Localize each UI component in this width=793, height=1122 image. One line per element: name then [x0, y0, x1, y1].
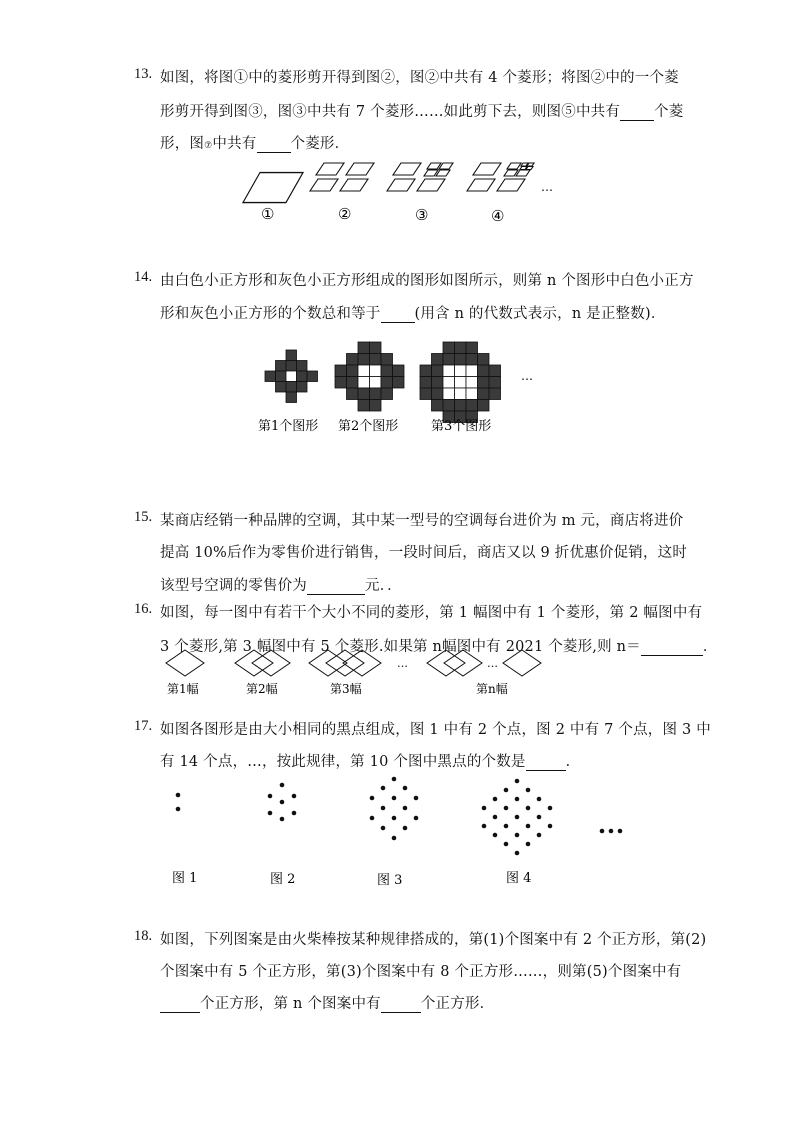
gray-square: [286, 392, 297, 403]
black-dot: [493, 797, 498, 802]
gray-square: [393, 377, 405, 389]
answer-blank[interactable]: [307, 579, 365, 595]
black-dot: [280, 817, 285, 822]
ellipsis: …: [487, 657, 498, 670]
gray-square: [420, 365, 432, 377]
black-dot: [292, 811, 297, 816]
question-text-line: 形剪开得到图③，图③中共有 7 个菱形……如此剪下去，则图⑤中共有 个菱: [160, 104, 684, 120]
black-dot: [600, 829, 605, 834]
gray-square: [347, 354, 359, 366]
black-dot: [176, 807, 181, 812]
answer-blank[interactable]: [381, 997, 421, 1013]
answer-blank[interactable]: [641, 640, 703, 656]
answer-blank[interactable]: [257, 137, 291, 153]
black-dot: [392, 777, 397, 782]
gray-square: [432, 377, 444, 389]
black-dot: [493, 833, 498, 838]
gray-square: [478, 388, 490, 400]
question-text-line: 该型号空调的零售价为 元．．: [160, 578, 402, 594]
black-dot: [280, 800, 285, 805]
white-square: [455, 388, 467, 400]
black-dot: [504, 806, 509, 811]
question-text-line: 由白色小正方形和灰色小正方形组成的图形如图所示，则第 n 个图形中白色小正方: [160, 273, 694, 289]
black-dot: [504, 788, 509, 793]
question-number: 17.: [134, 718, 153, 734]
black-dot: [392, 796, 397, 801]
black-dot: [526, 788, 531, 793]
question-text-line: 提高 10%后作为零售价进行销售，一段时间后，商店又以 9 折优惠价促销，这时: [160, 545, 688, 561]
answer-blank[interactable]: [160, 997, 200, 1013]
black-dot: [292, 794, 297, 799]
figure-caption: 图 2: [270, 872, 296, 887]
white-square: [370, 365, 382, 377]
gray-square: [489, 365, 501, 377]
gray-square: [370, 354, 382, 366]
gray-square: [297, 371, 308, 382]
black-dot: [482, 806, 487, 811]
question-number: 14.: [134, 269, 153, 285]
gray-square: [276, 382, 287, 393]
gray-square: [381, 388, 393, 400]
gray-square: [443, 354, 455, 366]
white-square: [466, 377, 478, 389]
black-dot: [403, 786, 408, 791]
question-text-line: 形和灰色小正方形的个数总和等于 (用含 n 的代数式表示，n 是正整数)．: [160, 306, 666, 322]
figure-caption: 第1个图形: [258, 419, 319, 434]
black-dot: [537, 833, 542, 838]
gray-square: [381, 377, 393, 389]
gray-square: [381, 365, 393, 377]
black-dot: [370, 816, 375, 821]
gray-square: [489, 388, 501, 400]
question-text-line: 如图各图形是由大小相同的黑点组成，图 1 中有 2 个点，图 2 中有 7 个点，图 3 中: [160, 722, 711, 738]
answer-blank[interactable]: [381, 307, 415, 323]
gray-square: [478, 400, 490, 412]
black-dot: [482, 824, 487, 829]
question-text-line: 个正方形，第 n 个图案中有 个正方形．: [160, 992, 494, 1013]
figure-caption: 图 1: [172, 871, 198, 886]
black-dot: [268, 794, 273, 799]
black-dot: [414, 816, 419, 821]
figure-caption: 第1幅: [167, 682, 199, 696]
figure-caption: 第3幅: [330, 682, 362, 696]
black-dot: [504, 824, 509, 829]
rhombus-sequence-figure: [160, 645, 550, 700]
gray-square: [432, 365, 444, 377]
black-dot: [515, 833, 520, 838]
gray-square: [347, 365, 359, 377]
black-dot: [381, 806, 386, 811]
figure-label: ②: [338, 205, 352, 223]
black-dot: [392, 816, 397, 821]
black-dot: [515, 797, 520, 802]
gray-square: [489, 377, 501, 389]
black-dot: [493, 815, 498, 820]
gray-square: [265, 371, 276, 382]
black-dot: [537, 797, 542, 802]
black-dot: [280, 783, 285, 788]
gray-square: [286, 361, 297, 372]
ellipsis: …: [397, 657, 408, 670]
gray-square: [381, 354, 393, 366]
gray-square: [307, 371, 318, 382]
gray-square: [370, 388, 382, 400]
black-dot: [504, 842, 509, 847]
figure-caption: 图 3: [377, 873, 403, 888]
rhombus-cut-figure: [235, 155, 565, 235]
black-dot: [370, 796, 375, 801]
gray-square: [358, 400, 370, 412]
gray-square: [466, 342, 478, 354]
figure-caption: 第n幅: [476, 682, 508, 696]
black-dot: [526, 842, 531, 847]
gray-square: [443, 400, 455, 412]
gray-square: [432, 354, 444, 366]
white-square: [358, 365, 370, 377]
black-dot: [515, 851, 520, 856]
gray-square: [335, 377, 347, 389]
white-square: [370, 377, 382, 389]
black-dot: [609, 829, 614, 834]
gray-square: [297, 382, 308, 393]
question-text-line: 3 个菱形,第 3 幅图中有 5 个菱形.如果第 n幅图中有 2021 个菱形,则 n＝ ．: [160, 639, 718, 655]
gray-square: [478, 377, 490, 389]
black-dot: [537, 815, 542, 820]
white-square: [466, 388, 478, 400]
gray-square: [466, 400, 478, 412]
black-dot: [392, 836, 397, 841]
question-number: 16.: [134, 601, 153, 617]
gray-square: [432, 388, 444, 400]
answer-blank[interactable]: [620, 105, 654, 121]
black-dot: [381, 826, 386, 831]
black-dot: [526, 806, 531, 811]
white-square: [455, 377, 467, 389]
gray-square: [478, 365, 490, 377]
figure-caption: 第2幅: [246, 682, 278, 696]
black-dot: [548, 824, 553, 829]
black-dot: [403, 826, 408, 831]
question-text-line: 如图，将图①中的菱形剪开得到图②，图②中共有 4 个菱形；将图②中的一个菱: [160, 70, 679, 86]
gray-square: [455, 400, 467, 412]
question-number: 18.: [134, 928, 153, 944]
white-square: [358, 377, 370, 389]
white-square: [455, 365, 467, 377]
figure-label: ③: [415, 206, 429, 224]
answer-blank[interactable]: [526, 755, 566, 771]
gray-square: [443, 342, 455, 354]
figure-label: ①: [261, 205, 275, 223]
black-dot: [515, 815, 520, 820]
question-text-line: 形，图⑦中共有 个菱形．: [160, 136, 350, 152]
white-square: [466, 365, 478, 377]
figure-caption: 第3个图形: [431, 419, 492, 434]
gray-square: [420, 388, 432, 400]
gray-square: [370, 342, 382, 354]
white-square: [443, 365, 455, 377]
gray-square: [347, 377, 359, 389]
gray-square: [358, 342, 370, 354]
gray-square: [358, 388, 370, 400]
gray-square: [432, 400, 444, 412]
question-number: 13.: [134, 66, 153, 82]
gray-square: [347, 388, 359, 400]
gray-square: [335, 365, 347, 377]
ellipsis: …: [521, 369, 533, 383]
white-square: [443, 377, 455, 389]
figure-caption: 第2个图形: [338, 419, 399, 434]
figure-caption: 图 4: [506, 871, 532, 886]
gray-square: [455, 342, 467, 354]
white-square: [443, 388, 455, 400]
black-dot: [176, 793, 181, 798]
gray-square: [358, 354, 370, 366]
gray-square: [420, 377, 432, 389]
question-text-line: 个图案中有 5 个正方形，第(3)个图案中有 8 个正方形……，则第(5)个图案中有: [160, 964, 682, 980]
black-dot: [414, 796, 419, 801]
gray-square: [297, 361, 308, 372]
gray-square: [370, 400, 382, 412]
square-pattern-figure: [255, 340, 545, 440]
black-dot: [548, 806, 553, 811]
black-dot: [618, 829, 623, 834]
question-text-line: 如图，下列图案是由火柴棒按某种规律搭成的，第(1)个图案中有 2 个正方形，第(2): [160, 932, 707, 948]
question-text-line: 某商店经销一种品牌的空调，其中某一型号的空调每台进价为 m 元，商店将进价: [160, 513, 684, 529]
white-square: [286, 371, 297, 382]
black-dot: [381, 786, 386, 791]
ellipsis: …: [541, 180, 553, 194]
question-text-line: 如图，每一图中有若干个大小不同的菱形，第 1 幅图中有 1 个菱形，第 2 幅图中有: [160, 605, 703, 621]
figure-label: ④: [491, 207, 505, 225]
question-text-line: 有 14 个点，…，按此规律，第 10 个图中黑点的个数是 ．: [160, 754, 581, 770]
gray-square: [466, 354, 478, 366]
gray-square: [276, 371, 287, 382]
black-dot: [403, 806, 408, 811]
black-dot: [515, 779, 520, 784]
gray-square: [478, 354, 490, 366]
gray-square: [286, 350, 297, 361]
black-dot: [526, 824, 531, 829]
dot-pattern-figure: [165, 775, 635, 890]
gray-square: [455, 354, 467, 366]
gray-square: [276, 361, 287, 372]
question-number: 15.: [134, 509, 153, 525]
gray-square: [393, 365, 405, 377]
gray-square: [286, 382, 297, 393]
black-dot: [268, 811, 273, 816]
